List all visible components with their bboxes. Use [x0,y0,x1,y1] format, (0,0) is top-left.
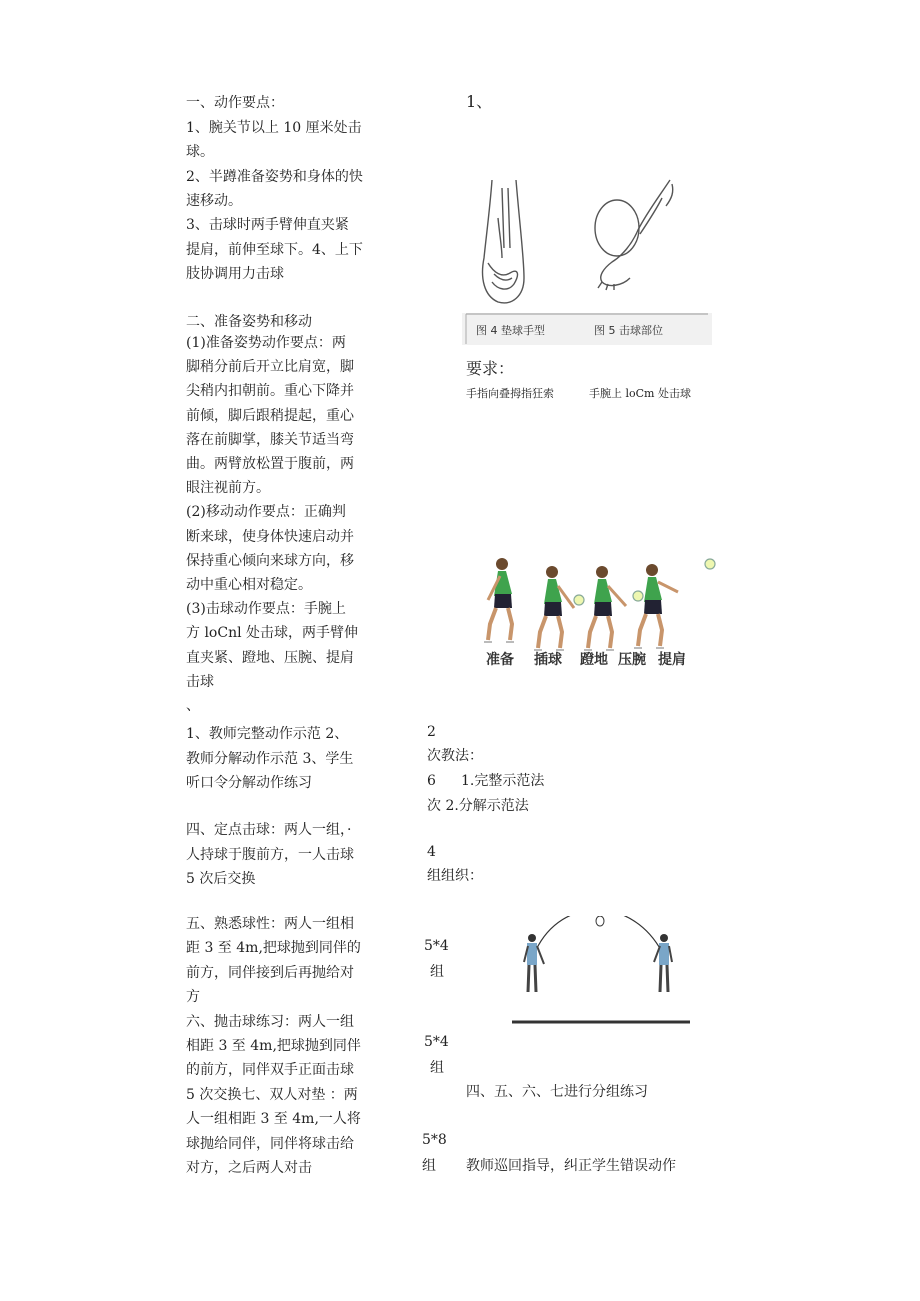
sequence-label: 插球 [534,652,562,668]
text-line: 肢协调用力击球 [186,265,284,282]
text-line: 1、教师完整动作示范 2、 [186,726,349,742]
caption-fig4: 图 4 垫球手型 [476,324,545,337]
figure-number: 1、 [466,92,493,111]
text-line: 曲。两臂放松置于腹前，两 [186,456,354,472]
count-2: 2 [427,724,436,740]
ball-3 [705,559,715,569]
text-line: 球。 [186,144,214,161]
method-label: 次教法： [427,748,483,764]
requirement-right: 手腕上 loCm 处击球 [589,387,691,400]
ball-1 [574,595,584,605]
set-c: 5*8 [422,1132,447,1148]
text-line: 1、腕关节以上 10 厘米处击 [186,120,362,136]
count-6: 6 [427,773,436,789]
movement-sequence-figure [472,556,722,676]
ball-2 [633,591,643,601]
text-line: 前方，同伴接到后再抛给对 [186,964,354,981]
set-a-unit: 组 [430,964,444,980]
text-line: 球抛给同伴，同伴将球击给 [186,1135,354,1152]
method-1: 1.完整示范法 [461,773,545,789]
text-line: 提肩，前伸至球下。4、上下 [186,241,363,258]
teacher-guidance: 教师巡回指导，纠正学生错误动作 [466,1158,676,1174]
text-line: 的前方，同伴双手正面击球 [186,1062,354,1079]
text-line: 直夹紧、蹬地、压腕、提肩 [186,649,354,666]
org-label: 组组织： [427,868,483,884]
set-c-unit: 组 [422,1158,436,1174]
player-ready [484,558,514,642]
set-a: 5*4 [424,938,449,954]
group-practice: 四、五、六、七进行分组练习 [466,1084,648,1100]
text-line: 、 [186,698,200,714]
set-b: 5*4 [424,1034,449,1050]
player-insert [534,566,574,650]
ball-arm-figure [595,180,673,290]
count-4: 4 [427,844,436,860]
text-line: 击球 [186,673,214,690]
method-2: 次 2.分解示范法 [427,798,529,814]
requirement-title: 要求： [466,359,515,378]
section2-heading: 二、准备姿势和移动 [186,314,312,330]
sequence-label: 提肩 [658,652,686,668]
player-wrist [634,564,678,648]
text-line: (1)准备姿势动作要点：两 [186,335,346,351]
text-line: 前倾，脚后跟稍提起，重心 [186,407,354,424]
sequence-label: 准备 [486,652,514,668]
text-line: (2)移动动作要点：正确判 [186,504,346,521]
player-push [584,566,626,650]
text-line: 保持重心倾向来球方向，移 [186,552,354,569]
text-line: 脚稍分前后开立比肩宽，脚 [186,359,354,376]
text-line: 四、定点击球：两人一组，· [186,822,352,838]
section1-heading: 一、动作要点： [186,95,284,111]
text-line: 5 次交换七、双人对垫 ：两 [186,1086,358,1103]
text-line: 2、半蹲准备姿势和身体的快 [186,168,363,185]
toss-ball [596,916,604,926]
requirement-left: 手指向叠拇指狂索 [466,387,554,400]
text-line: 五、熟悉球性：两人一组相 [186,916,354,932]
text-line: 人一组相距 3 至 4m,一人将 [186,1111,361,1128]
text-line: 动中重心相对稳定。 [186,577,312,593]
text-line: 人持球于腹前方，一人击球 [186,846,354,863]
toss-practice-figure [512,916,692,1026]
thrower [524,934,544,992]
hand-figures [462,178,712,348]
text-line: 教师分解动作示范 3、学生 [186,750,354,767]
text-line: 速移动。 [186,192,242,209]
text-line: 5 次后交换 [186,871,256,887]
caption-fig5: 图 5 击球部位 [594,324,663,337]
clasped-hands-figure [483,180,524,303]
text-line: 3、击球时两手臂伸直夹紧 [186,217,349,234]
text-line: 落在前脚掌，膝关节适当弯 [186,431,354,448]
text-line: 距 3 至 4m,把球抛到同伴的 [186,940,361,957]
text-line: 断来球，使身体快速启动并 [186,528,354,545]
text-line: 听口令分解动作练习 [186,775,312,791]
text-line: 方 [186,989,200,1006]
text-line: 尖稍内扣朝前。重心下降并 [186,383,354,400]
text-line: 对方，之后两人对击 [186,1160,312,1176]
text-line: 相距 3 至 4m,把球抛到同伴 [186,1038,361,1054]
text-line: (3)击球动作要点：手腕上 [186,601,346,618]
text-line: 六、抛击球练习：两人一组 [186,1013,354,1030]
sequence-label: 蹬地 [580,652,608,668]
set-b-unit: 组 [430,1060,444,1076]
text-line: 眼注视前方。 [186,480,270,497]
text-line: 方 loCnl 处击球，两手臂伸 [186,625,359,642]
sequence-label: 压腕 [618,652,646,668]
